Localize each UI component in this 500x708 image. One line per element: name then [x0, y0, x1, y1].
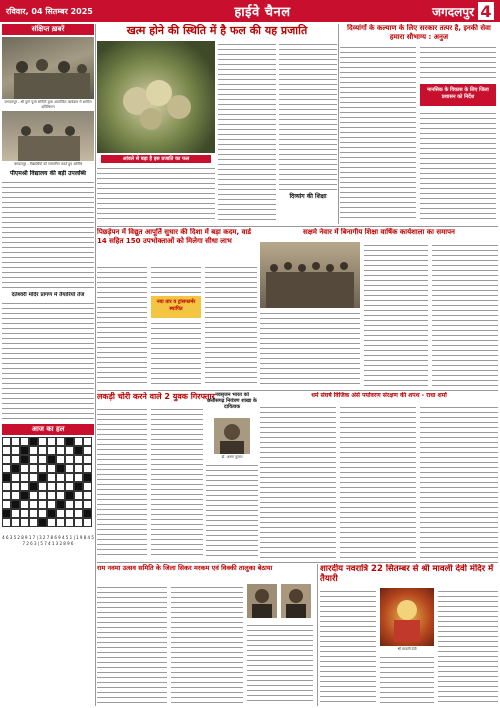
crossword-cell [20, 437, 29, 446]
crossword-cell [11, 500, 20, 509]
crossword-cell [47, 437, 56, 446]
story-body [2, 179, 94, 289]
story-body [205, 264, 257, 386]
page-number: 4 [478, 2, 494, 20]
story-body [218, 41, 276, 221]
story-photo [97, 41, 215, 153]
crossword-cell [2, 491, 11, 500]
crossword-cell [65, 473, 74, 482]
crossword-cell [38, 437, 47, 446]
photo-caption: जगदलपुर - श्री दुर्गा पूजा समिति द्वारा आयोजित कार्यक्रम में शामिल अतिथिगण [4, 100, 92, 109]
crossword-cell [56, 437, 65, 446]
issue-date: रविवार, 04 सितम्बर 2025 [6, 6, 93, 16]
crossword-cell [83, 518, 92, 527]
story-body [206, 462, 258, 558]
crossword-cell [11, 446, 20, 455]
masthead-right [432, 2, 494, 20]
column-divider [338, 24, 339, 224]
info-box: नया तार व ट्रांसफार्मर स्थापित [151, 296, 201, 318]
crossword-cell [2, 437, 11, 446]
crossword-cell [56, 491, 65, 500]
story-body [97, 165, 215, 221]
mid-right-story [260, 228, 498, 388]
crossword-cell [2, 446, 11, 455]
crossword-cell [38, 482, 47, 491]
puzzle-numbers: 4 6 3 5 2 8 9 1 7 | 3 2 7 8 6 9 4 5 1 | 1 9 8 4 5 7 2 6 3 | 5 7 4 1 3 2 8 9 6 [2, 535, 94, 546]
crossword-cell [29, 437, 38, 446]
crossword-cell [65, 500, 74, 509]
crossword-cell [74, 509, 83, 518]
crossword-cell [56, 464, 65, 473]
crossword-cell [20, 518, 29, 527]
crossword-cell [83, 437, 92, 446]
crossword-cell [20, 491, 29, 500]
crossword-cell [20, 509, 29, 518]
crossword-cell [56, 473, 65, 482]
story-headline: राम नवमा उत्सव समिति के जिला सिकर मरकम एवं विक्की तालुका बेठाया [97, 564, 273, 572]
inline-tag: आंवले से बड़ा है इस प्रजाति का फल [101, 155, 211, 163]
crossword-cell [56, 482, 65, 491]
crossword-cell [47, 518, 56, 527]
right-top-story [340, 24, 498, 224]
crossword-cell [65, 482, 74, 491]
crossword-grid [2, 437, 94, 533]
story-headline: दिव्यांगों के कल्याण के लिए सरकार तत्पर है, इनकी सेवा हमारा सौभाग्य : अनुज [347, 24, 491, 41]
story-photo [2, 37, 94, 99]
story-body [438, 588, 498, 704]
crossword-cell [47, 455, 56, 464]
lower-mid-story [260, 392, 498, 560]
story-headline: पिछड़ेपन में विद्युत आपूर्ति सुधार की दिशा में बड़ा कदम, वार्ड 14 सहित 150 उपभोक्ताओं को मिलेगा सीधा लाभ [97, 228, 252, 245]
crossword-cell [11, 509, 20, 518]
crossword-cell [83, 482, 92, 491]
crossword-cell [2, 455, 11, 464]
bottom-left-story [97, 564, 315, 706]
crossword-cell [47, 473, 56, 482]
column-divider [95, 24, 96, 706]
crossword-cell [29, 455, 38, 464]
column-divider [317, 564, 318, 706]
crossword-cell [38, 491, 47, 500]
mid-left-story [97, 228, 257, 388]
edition-city: जगदलपुर [432, 4, 474, 19]
deity-icon [380, 588, 434, 646]
crossword-cell [29, 464, 38, 473]
crossword-cell [83, 491, 92, 500]
crossword-cell [74, 437, 83, 446]
page-title: हाईवे चैनल [234, 5, 291, 20]
story-body [2, 300, 94, 420]
crossword-cell [29, 518, 38, 527]
group-photo-icon [2, 111, 94, 161]
story-body [260, 404, 336, 558]
crossword-cell [56, 446, 65, 455]
crossword-cell [20, 482, 29, 491]
crossword-cell [83, 500, 92, 509]
crossword-cell [83, 455, 92, 464]
story-headline: सक्षमे नेवार में बिनागीय शिक्षा वार्षिक कार्यशाला का समापन [303, 228, 455, 236]
story-body [97, 406, 147, 558]
portrait-photo [214, 418, 250, 454]
fruit-photo-icon [97, 41, 215, 153]
crossword-cell [20, 464, 29, 473]
crossword-cell [38, 500, 47, 509]
person-icon [281, 584, 311, 618]
top-story [97, 24, 337, 224]
photo-caption: डॉ. अरुण कुमार [221, 455, 243, 459]
crossword-cell [83, 473, 92, 482]
story-headline: नवसृजन भारत को छत्तीसगढ़ नियंत्रण शाखा के दायित्वक [207, 392, 257, 410]
photo-caption: श्री मावली देवी [397, 647, 417, 651]
crossword-cell [74, 446, 83, 455]
story-headline: शारदीय नवरात्रि 22 सितम्बर से श्री मावली देवी मंदिर में तैयारी [320, 564, 494, 584]
crossword-cell [65, 518, 74, 527]
crossword-cell [20, 473, 29, 482]
crossword-cell [65, 491, 74, 500]
crossword-cell [2, 464, 11, 473]
crossword-cell [38, 455, 47, 464]
crossword-cell [2, 473, 11, 482]
crossword-cell [47, 491, 56, 500]
masthead [0, 0, 500, 22]
crossword-cell [83, 509, 92, 518]
lower-side-story [206, 392, 258, 560]
section-tag: संक्षिप्त ख़बरें [2, 24, 94, 35]
crossword-cell [20, 455, 29, 464]
crossword-cell [74, 518, 83, 527]
crossword-cell [11, 518, 20, 527]
story-body [364, 242, 428, 386]
crossword-cell [56, 518, 65, 527]
crossword-cell [2, 518, 11, 527]
section-divider [97, 390, 498, 391]
crossword-cell [29, 473, 38, 482]
crossword-cell [47, 446, 56, 455]
story-headline: धर्म संघर्ष विजिक अंसे पर्यावरण संरक्षण की शपथ - राधा शर्मा [311, 392, 447, 399]
crossword-cell [83, 446, 92, 455]
story-body [279, 41, 337, 191]
crossword-cell [38, 464, 47, 473]
photo-caption: जगदलपुर - विद्यार्थियों को सम्मानित करते हुए अतिथि [13, 162, 83, 166]
crossword-cell [2, 509, 11, 518]
person-icon [247, 584, 277, 618]
story-photo [2, 111, 94, 161]
story-body [420, 44, 496, 82]
story-body [420, 110, 496, 222]
crossword-cell [74, 473, 83, 482]
story-photo [260, 242, 360, 308]
crossword-cell [47, 464, 56, 473]
crossword-cell [74, 464, 83, 473]
crossword-cell [2, 482, 11, 491]
crossword-cell [2, 500, 11, 509]
info-box: मानसिक के विकास के लिए जिला प्रशासन को निर्देश [420, 84, 496, 106]
crossword-cell [20, 446, 29, 455]
crossword-cell [65, 446, 74, 455]
crossword-cell [38, 446, 47, 455]
crossword-cell [11, 464, 20, 473]
crossword-cell [74, 491, 83, 500]
crossword-cell [56, 509, 65, 518]
story-body [97, 264, 147, 386]
crossword-cell [29, 491, 38, 500]
crossword-cell [20, 500, 29, 509]
crossword-cell [47, 509, 56, 518]
crossword-cell [47, 482, 56, 491]
crossword-title: आज का हल [2, 424, 94, 435]
section-divider [97, 562, 498, 563]
crossword-cell [29, 509, 38, 518]
story-body [320, 588, 376, 704]
crossword-cell [38, 518, 47, 527]
crossword-cell [83, 464, 92, 473]
crossword-cell [56, 500, 65, 509]
story-body [151, 264, 201, 294]
person-icon [214, 418, 250, 454]
crossword-cell [11, 473, 20, 482]
crossword-cell [38, 473, 47, 482]
portrait-photo [281, 584, 311, 618]
story-headline: दंतेश्वरी मंदिर प्रांगण में तैयारियाँ तेज [11, 291, 85, 298]
crossword-cell [74, 482, 83, 491]
crossword-cell [65, 509, 74, 518]
left-column [2, 24, 94, 706]
crossword-cell [74, 455, 83, 464]
story-body [151, 406, 203, 558]
story-body [171, 584, 243, 704]
section-divider [97, 226, 498, 227]
crossword-cell [56, 455, 65, 464]
story-body [247, 622, 313, 704]
story-body [380, 654, 434, 704]
crossword-cell [65, 437, 74, 446]
crossword-cell [29, 446, 38, 455]
story-body [260, 310, 360, 386]
crossword-cell [11, 455, 20, 464]
crossword-cell [47, 500, 56, 509]
story-body [151, 320, 201, 386]
workshop-photo-icon [260, 242, 360, 308]
deity-photo [380, 588, 434, 646]
story-body [432, 242, 498, 386]
crossword-cell [11, 491, 20, 500]
story-headline: पीएमश्री विद्यालय की बड़ी उपलब्धि [9, 169, 87, 177]
crossword-cell [29, 500, 38, 509]
crossword-cell [74, 500, 83, 509]
bottom-right-story [320, 564, 498, 706]
story-headline: लकड़ी चोरी करने वाले 2 युवक गिरफ्तार [97, 392, 215, 401]
story-body [340, 404, 416, 558]
crowd-photo-icon [2, 37, 94, 99]
crossword-cell [11, 482, 20, 491]
story-body [340, 44, 416, 222]
crossword-cell [65, 455, 74, 464]
crossword-cell [38, 509, 47, 518]
story-headline: खत्म होने की स्थिति में है फल की यह प्रजाति [126, 24, 308, 37]
sub-headline: दिव्यांग की शिक्षा [289, 193, 327, 200]
portrait-photo [247, 584, 277, 618]
crossword-cell [65, 464, 74, 473]
crossword-cell [11, 437, 20, 446]
crossword-cell [29, 482, 38, 491]
story-body [420, 404, 498, 558]
story-body [97, 584, 167, 704]
